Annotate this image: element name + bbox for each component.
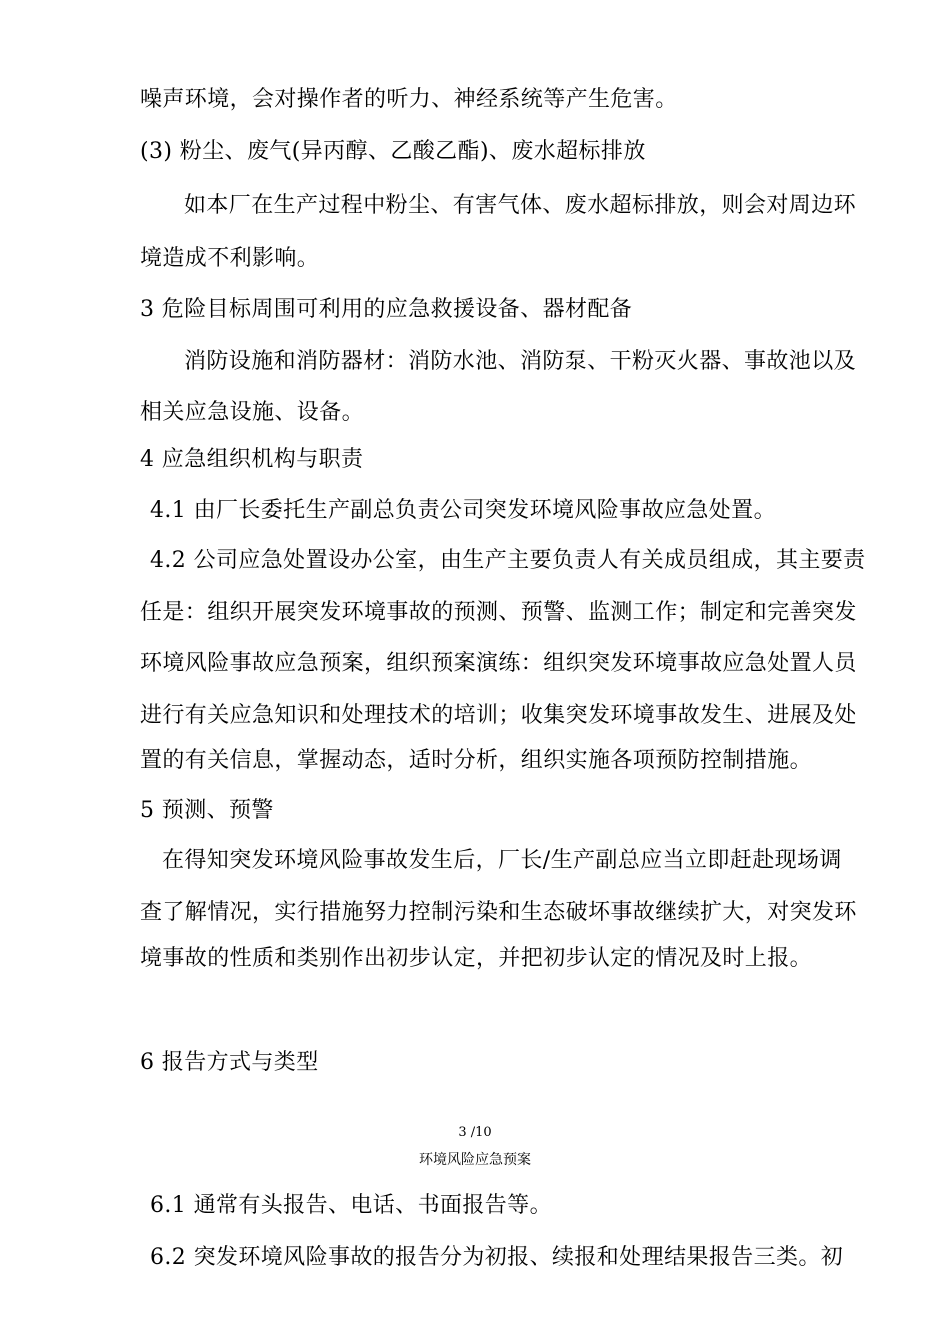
section-5-line-1: 在得知突发环境风险事故发生后，厂长/生产副总应当立即赶赴现场调 bbox=[162, 848, 842, 873]
clause-6-2: 6.2 突发环境风险事故的报告分为初报、续报和处理结果报告三类。初 bbox=[150, 1245, 844, 1270]
clause-6-1: 6.1 通常有头报告、电话、书面报告等。 bbox=[150, 1193, 552, 1218]
body-line-4: 境造成不利影响。 bbox=[140, 246, 320, 271]
page-number: 3 /10 bbox=[458, 1125, 492, 1140]
clause-4-2-line-5: 置的有关信息，掌握动态，适时分析，组织实施各项预防控制措施。 bbox=[140, 748, 813, 773]
running-header-title: 环境风险应急预案 bbox=[419, 1152, 531, 1168]
section-heading-5: 5 预测、预警 bbox=[140, 798, 274, 823]
section-heading-3: 3 危险目标周围可利用的应急救援设备、器材配备 bbox=[140, 297, 633, 322]
clause-4-2-line-1: 4.2 公司应急处置设办公室，由生产主要负责人有关成员组成，其主要责 bbox=[150, 548, 866, 573]
section-5-line-3: 境事故的性质和类别作出初步认定，并把初步认定的情况及时上报。 bbox=[140, 946, 813, 971]
body-line-6: 消防设施和消防器材：消防水池、消防泵、干粉灭火器、事故池以及 bbox=[184, 349, 857, 374]
clause-4-2-line-4: 进行有关应急知识和处理技术的培训；收集突发环境事故发生、进展及处 bbox=[140, 703, 857, 728]
section-heading-4: 4 应急组织机构与职责 bbox=[140, 447, 364, 472]
body-line-3: 如本厂在生产过程中粉尘、有害气体、废水超标排放，则会对周边环 bbox=[184, 193, 857, 218]
clause-4-2-line-2: 任是：组织开展突发环境事故的预测、预警、监测工作；制定和完善突发 bbox=[140, 600, 857, 625]
body-line-1: 噪声环境，会对操作者的听力、神经系统等产生危害。 bbox=[140, 87, 678, 112]
section-5-line-2: 查了解情况，实行措施努力控制污染和生态破坏事故继续扩大，对突发环 bbox=[140, 900, 857, 925]
sub-heading-3: (3) 粉尘、废气(异丙醇、乙酸乙酯)、废水超标排放 bbox=[140, 139, 646, 164]
body-line-7: 相关应急设施、设备。 bbox=[140, 400, 365, 425]
clause-4-2-line-3: 环境风险事故应急预案，组织预案演练：组织突发环境事故应急处置人员 bbox=[140, 651, 857, 676]
section-heading-6: 6 报告方式与类型 bbox=[140, 1050, 319, 1075]
clause-4-1: 4.1 由厂长委托生产副总负责公司突发环境风险事故应急处置。 bbox=[150, 498, 776, 523]
